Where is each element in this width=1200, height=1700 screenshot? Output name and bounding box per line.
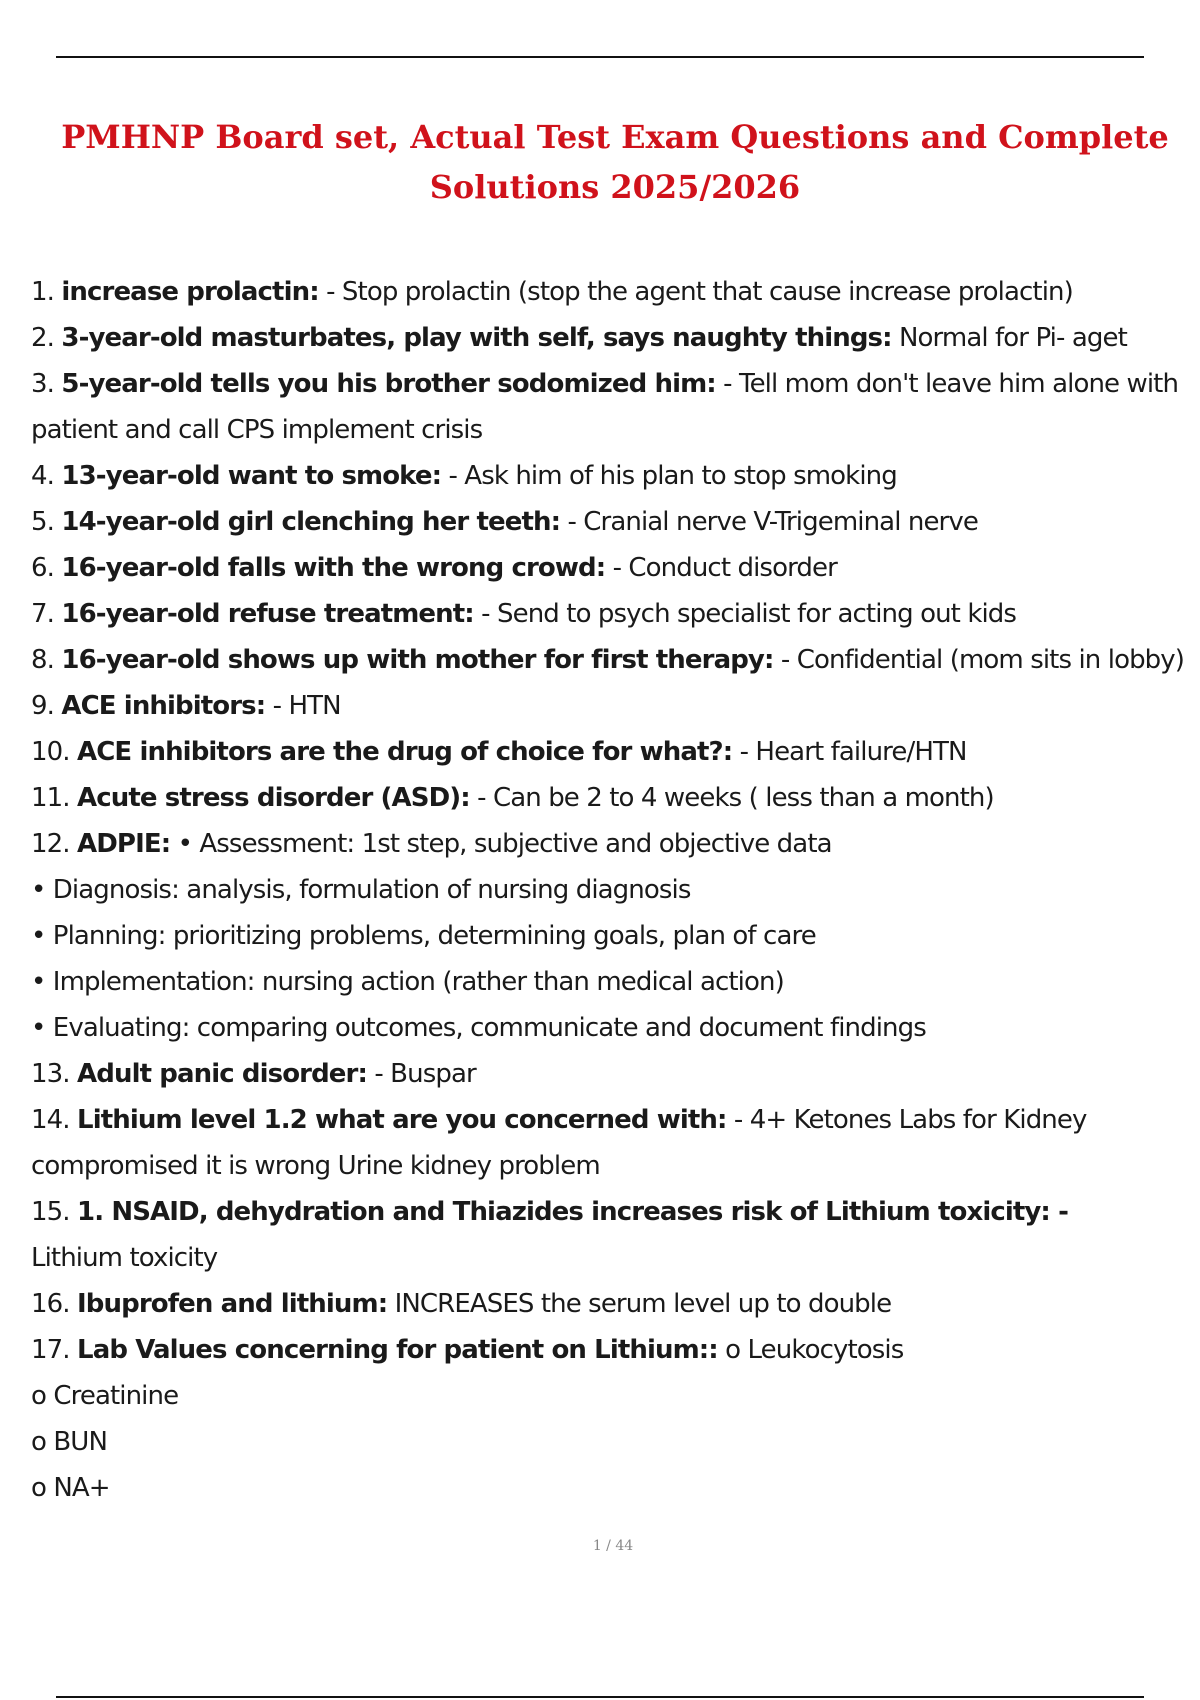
lab-value-item: o NA+ <box>31 1473 110 1503</box>
page-number: 1 / 44 <box>592 1538 634 1554</box>
question-text: 5-year-old tells you his brother sodomized him: <box>61 369 716 399</box>
question-text: ACE inhibitors: <box>61 691 266 721</box>
answer-text: - Tell mom don't leave him alone with <box>715 369 1179 399</box>
lab-value-item: o BUN <box>31 1427 107 1457</box>
answer-text: o Leukocytosis <box>717 1335 904 1365</box>
question-text: 3-year-old masturbates, play with self, says naughty things: <box>61 323 892 353</box>
adpie-bullet: • Implementation: nursing action (rather than medical action) <box>31 967 784 997</box>
answer-text: - Cranial nerve V-Trigeminal nerve <box>560 507 978 537</box>
answer-text: Normal for Pi- aget <box>891 323 1127 353</box>
list-item: 13. Adult panic disorder: - Buspar <box>31 1059 476 1089</box>
list-item: 4. 13-year-old want to smoke: - Ask him of his plan to stop smoking <box>31 461 897 491</box>
question-text: 1. NSAID, dehydration and Thiazides increases risk of Lithium toxicity: - <box>77 1197 1068 1227</box>
question-text: Lab Values concerning for patient on Lithium:: <box>77 1335 718 1365</box>
list-item: 15. 1. NSAID, dehydration and Thiazides increases risk of Lithium toxicity: - <box>31 1197 1068 1227</box>
list-item: 2. 3-year-old masturbates, play with self, says naughty things: Normal for Pi- aget <box>31 323 1127 353</box>
adpie-bullet: • Diagnosis: analysis, formulation of nursing diagnosis <box>31 875 691 905</box>
question-text: ACE inhibitors are the drug of choice for what?: <box>77 737 733 767</box>
answer-text: - Send to psych specialist for acting out kids <box>473 599 1017 629</box>
question-text: 16-year-old shows up with mother for first therapy: <box>61 645 774 675</box>
question-text: Adult panic disorder: <box>77 1059 367 1089</box>
question-text: increase prolactin: <box>61 277 319 307</box>
answer-continuation: compromised it is wrong Urine kidney problem <box>31 1151 600 1181</box>
answer-text: - 4+ Ketones Labs for Kidney <box>726 1105 1087 1135</box>
list-item: 3. 5-year-old tells you his brother sodomized him: - Tell mom don't leave him alone with <box>31 369 1179 399</box>
lab-value-item: o Creatinine <box>31 1381 179 1411</box>
list-item: 17. Lab Values concerning for patient on Lithium:: o Leukocytosis <box>31 1335 904 1365</box>
answer-text: • Assessment: 1st step, subjective and objective data <box>170 829 832 859</box>
bottom-rule <box>56 1696 1144 1698</box>
list-item: 8. 16-year-old shows up with mother for first therapy: - Confidential (mom sits in lobby) <box>31 645 1185 675</box>
list-item: 5. 14-year-old girl clenching her teeth: - Cranial nerve V-Trigeminal nerve <box>31 507 978 537</box>
list-item: 10. ACE inhibitors are the drug of choice for what?: - Heart failure/HTN <box>31 737 967 767</box>
list-item: 12. ADPIE: • Assessment: 1st step, subjective and objective data <box>31 829 832 859</box>
answer-continuation: patient and call CPS implement crisis <box>31 415 483 445</box>
answer-text: - Buspar <box>366 1059 476 1089</box>
question-text: Ibuprofen and lithium: <box>77 1289 388 1319</box>
list-item: 11. Acute stress disorder (ASD): - Can be 2 to 4 weeks ( less than a month) <box>31 783 994 813</box>
document-title: PMHNP Board set, Actual Test Exam Questions and Complete Solutions 2025/2026 <box>61 118 1169 206</box>
answer-text: INCREASES the serum level up to double <box>387 1289 892 1319</box>
answer-text: - Heart failure/HTN <box>732 737 967 767</box>
top-rule <box>56 56 1144 58</box>
question-list <box>31 269 1185 1511</box>
answer-text: - Can be 2 to 4 weeks ( less than a month) <box>469 783 994 813</box>
list-item: 6. 16-year-old falls with the wrong crowd: - Conduct disorder <box>31 553 837 583</box>
question-text: Lithium level 1.2 what are you concerned with: <box>77 1105 727 1135</box>
answer-text: - Conduct disorder <box>605 553 837 583</box>
answer-text: - Confidential (mom sits in lobby) <box>773 645 1185 675</box>
adpie-bullet: • Evaluating: comparing outcomes, communicate and document findings <box>31 1013 926 1043</box>
question-text: 14-year-old girl clenching her teeth: <box>61 507 561 537</box>
question-text: 16-year-old falls with the wrong crowd: <box>61 553 606 583</box>
question-text: 16-year-old refuse treatment: <box>61 599 474 629</box>
answer-continuation: Lithium toxicity <box>31 1243 218 1273</box>
adpie-bullet: • Planning: prioritizing problems, determining goals, plan of care <box>31 921 816 951</box>
list-item: 14. Lithium level 1.2 what are you concerned with: - 4+ Ketones Labs for Kidney <box>31 1105 1087 1135</box>
question-text: Acute stress disorder (ASD): <box>77 783 470 813</box>
question-text: 13-year-old want to smoke: <box>61 461 442 491</box>
list-item: 16. Ibuprofen and lithium: INCREASES the serum level up to double <box>31 1289 892 1319</box>
answer-text: - Ask him of his plan to stop smoking <box>441 461 897 491</box>
answer-text: - Stop prolactin (stop the agent that cause increase prolactin) <box>318 277 1073 307</box>
list-item: 1. increase prolactin: - Stop prolactin (stop the agent that cause increase prolactin) <box>31 277 1073 307</box>
answer-text: - HTN <box>265 691 341 721</box>
list-item: 7. 16-year-old refuse treatment: - Send to psych specialist for acting out kids <box>31 599 1017 629</box>
list-item: 9. ACE inhibitors: - HTN <box>31 691 341 721</box>
question-text: ADPIE: <box>77 829 171 859</box>
